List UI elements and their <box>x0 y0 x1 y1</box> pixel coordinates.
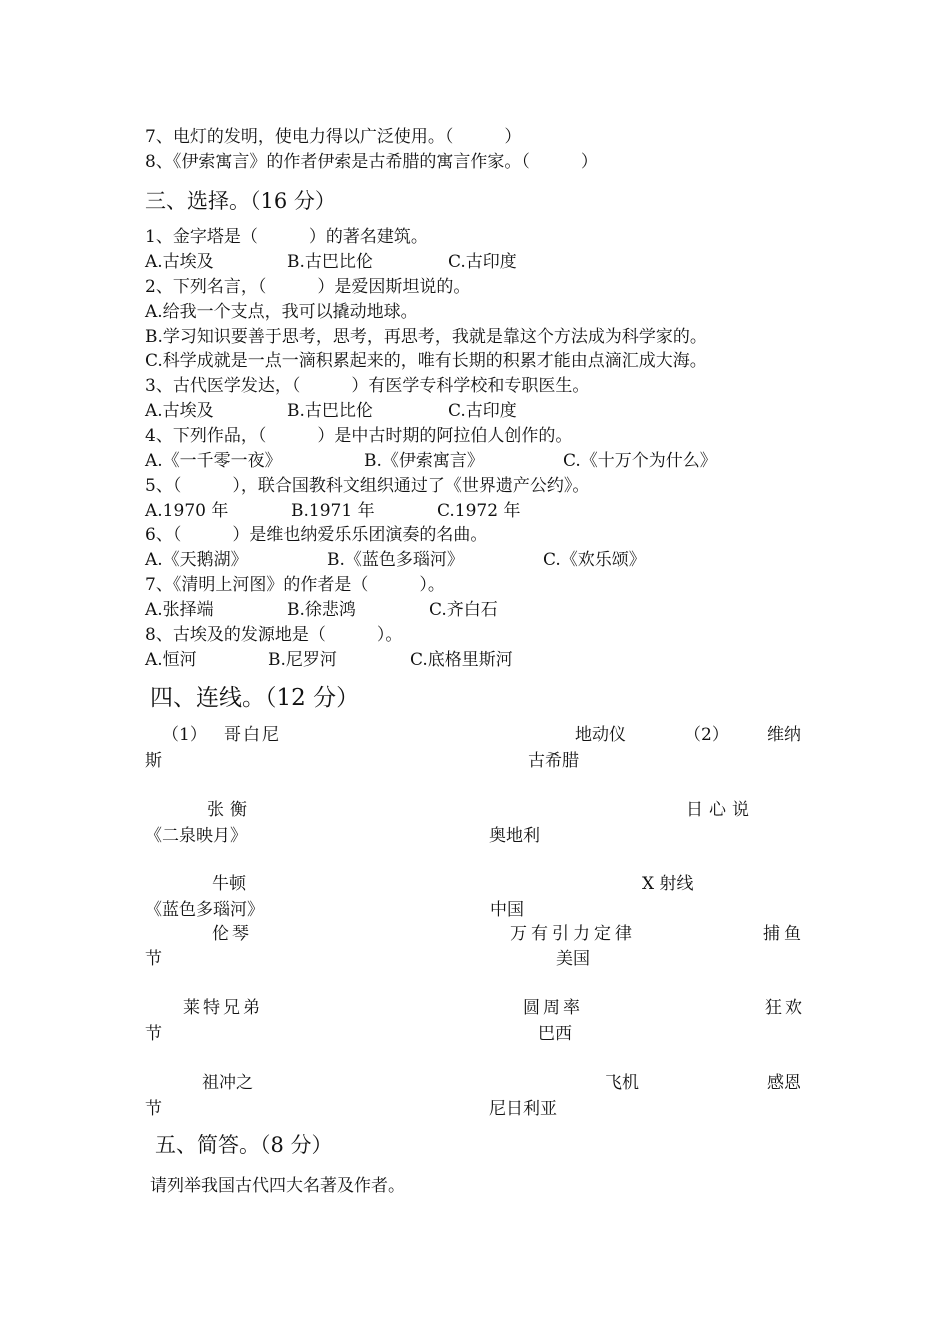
choice-q2: 2、下列名言，（ ）是爱因斯坦说的。 <box>145 277 471 297</box>
choice-q1: 1、金字塔是（ ）的著名建筑。 <box>145 227 428 247</box>
match-far-3: 中国 <box>490 900 524 920</box>
match-right-1a: 维纳 <box>767 725 801 745</box>
match-right-3: 《蓝色多瑙河》 <box>145 900 264 920</box>
match-left-2: 张衡 <box>207 800 253 820</box>
match-far-4: 美国 <box>556 949 590 969</box>
choice-q8-b: B.尼罗河 <box>268 650 337 670</box>
choice-q7-a: A.张择端 <box>145 600 214 620</box>
choice-q8-c: C.底格里斯河 <box>410 650 513 670</box>
match-group-2-label: （2） <box>684 725 729 745</box>
match-mid-3: X 射线 <box>642 874 694 894</box>
match-far-6: 尼日利亚 <box>489 1099 557 1119</box>
choice-q6-a: A.《天鹅湖》 <box>145 550 248 570</box>
match-mid-5: 圆周率 <box>523 998 583 1018</box>
choice-q7-b: B.徐悲鸿 <box>287 600 356 620</box>
choice-q4-a: A.《一千零一夜》 <box>145 451 282 471</box>
choice-q4-c: C.《十万个为什么》 <box>563 451 717 471</box>
choice-q2-a: A.给我一个支点，我可以撬动地球。 <box>145 302 418 322</box>
choice-q3-a: A.古埃及 <box>145 401 214 421</box>
choice-q3-b: B.古巴比伦 <box>287 401 373 421</box>
match-far-2: 奥地利 <box>489 826 540 846</box>
choice-q8-a: A.恒河 <box>145 650 197 670</box>
match-right-6b: 节 <box>145 1099 162 1119</box>
section-5-heading: 五、简答。（8 分） <box>155 1133 333 1157</box>
match-left-6: 祖冲之 <box>202 1073 253 1093</box>
match-right-1b: 斯 <box>145 751 162 771</box>
tf-item-8: 8、《伊索寓言》的作者伊索是古希腊的寓言作家。（ ） <box>145 152 598 172</box>
section-3-heading: 三、选择。（16 分） <box>145 189 336 213</box>
choice-q6-b: B.《蓝色多瑙河》 <box>327 550 464 570</box>
choice-q4: 4、下列作品，（ ）是中古时期的阿拉伯人创作的。 <box>145 426 573 446</box>
match-right-5a: 狂欢 <box>765 998 805 1018</box>
match-far-1: 古希腊 <box>528 751 579 771</box>
match-left-5: 莱特兄弟 <box>183 998 263 1018</box>
choice-q1-c: C.古印度 <box>448 252 517 272</box>
match-right-4a: 捕鱼 <box>763 924 805 944</box>
match-right-2: 《二泉映月》 <box>145 826 247 846</box>
match-far-5: 巴西 <box>538 1024 572 1044</box>
choice-q5-a: A.1970 年 <box>145 501 229 521</box>
choice-q8: 8、古埃及的发源地是（ ）。 <box>145 625 403 645</box>
tf-item-7: 7、电灯的发明，使电力得以广泛使用。（ ） <box>145 127 522 147</box>
choice-q2-c: C.科学成就是一点一滴积累起来的，唯有长期的积累才能由点滴汇成大海。 <box>145 351 707 371</box>
match-mid-1: 地动仪 <box>575 725 626 745</box>
choice-q4-b: B.《伊索寓言》 <box>364 451 484 471</box>
match-right-4b: 节 <box>145 949 162 969</box>
choice-q1-a: A.古埃及 <box>145 252 214 272</box>
choice-q6-c: C.《欢乐颂》 <box>543 550 646 570</box>
choice-q7: 7、《清明上河图》的作者是（ ）。 <box>145 575 445 595</box>
match-mid-4: 万有引力定律 <box>510 924 636 944</box>
choice-q5-b: B.1971 年 <box>291 501 375 521</box>
match-right-5b: 节 <box>145 1024 162 1044</box>
match-mid-6: 飞机 <box>605 1073 639 1093</box>
choice-q1-b: B.古巴比伦 <box>287 252 373 272</box>
section-4-heading: 四、连线。（12 分） <box>150 685 360 711</box>
choice-q3: 3、古代医学发达，（ ）有医学专科学校和专职医生。 <box>145 376 590 396</box>
match-mid-2: 日心说 <box>686 800 755 820</box>
match-left-3: 牛顿 <box>212 874 246 894</box>
match-left-4: 伦琴 <box>212 924 252 944</box>
match-left-1: 哥白尼 <box>224 725 281 745</box>
short-answer-question: 请列举我国古代四大名著及作者。 <box>150 1176 405 1196</box>
choice-q2-b: B.学习知识要善于思考，思考，再思考，我就是靠这个方法成为科学家的。 <box>145 327 707 347</box>
choice-q6: 6、（ ）是维也纳爱乐乐团演奏的名曲。 <box>145 525 488 545</box>
choice-q5: 5、（ ），联合国教科文组织通过了《世界遗产公约》。 <box>145 476 590 496</box>
choice-q5-c: C.1972 年 <box>437 501 521 521</box>
choice-q3-c: C.古印度 <box>448 401 517 421</box>
choice-q7-c: C.齐白石 <box>429 600 498 620</box>
match-right-6a: 感恩 <box>767 1073 801 1093</box>
match-group-1-label: （1） <box>162 725 207 745</box>
